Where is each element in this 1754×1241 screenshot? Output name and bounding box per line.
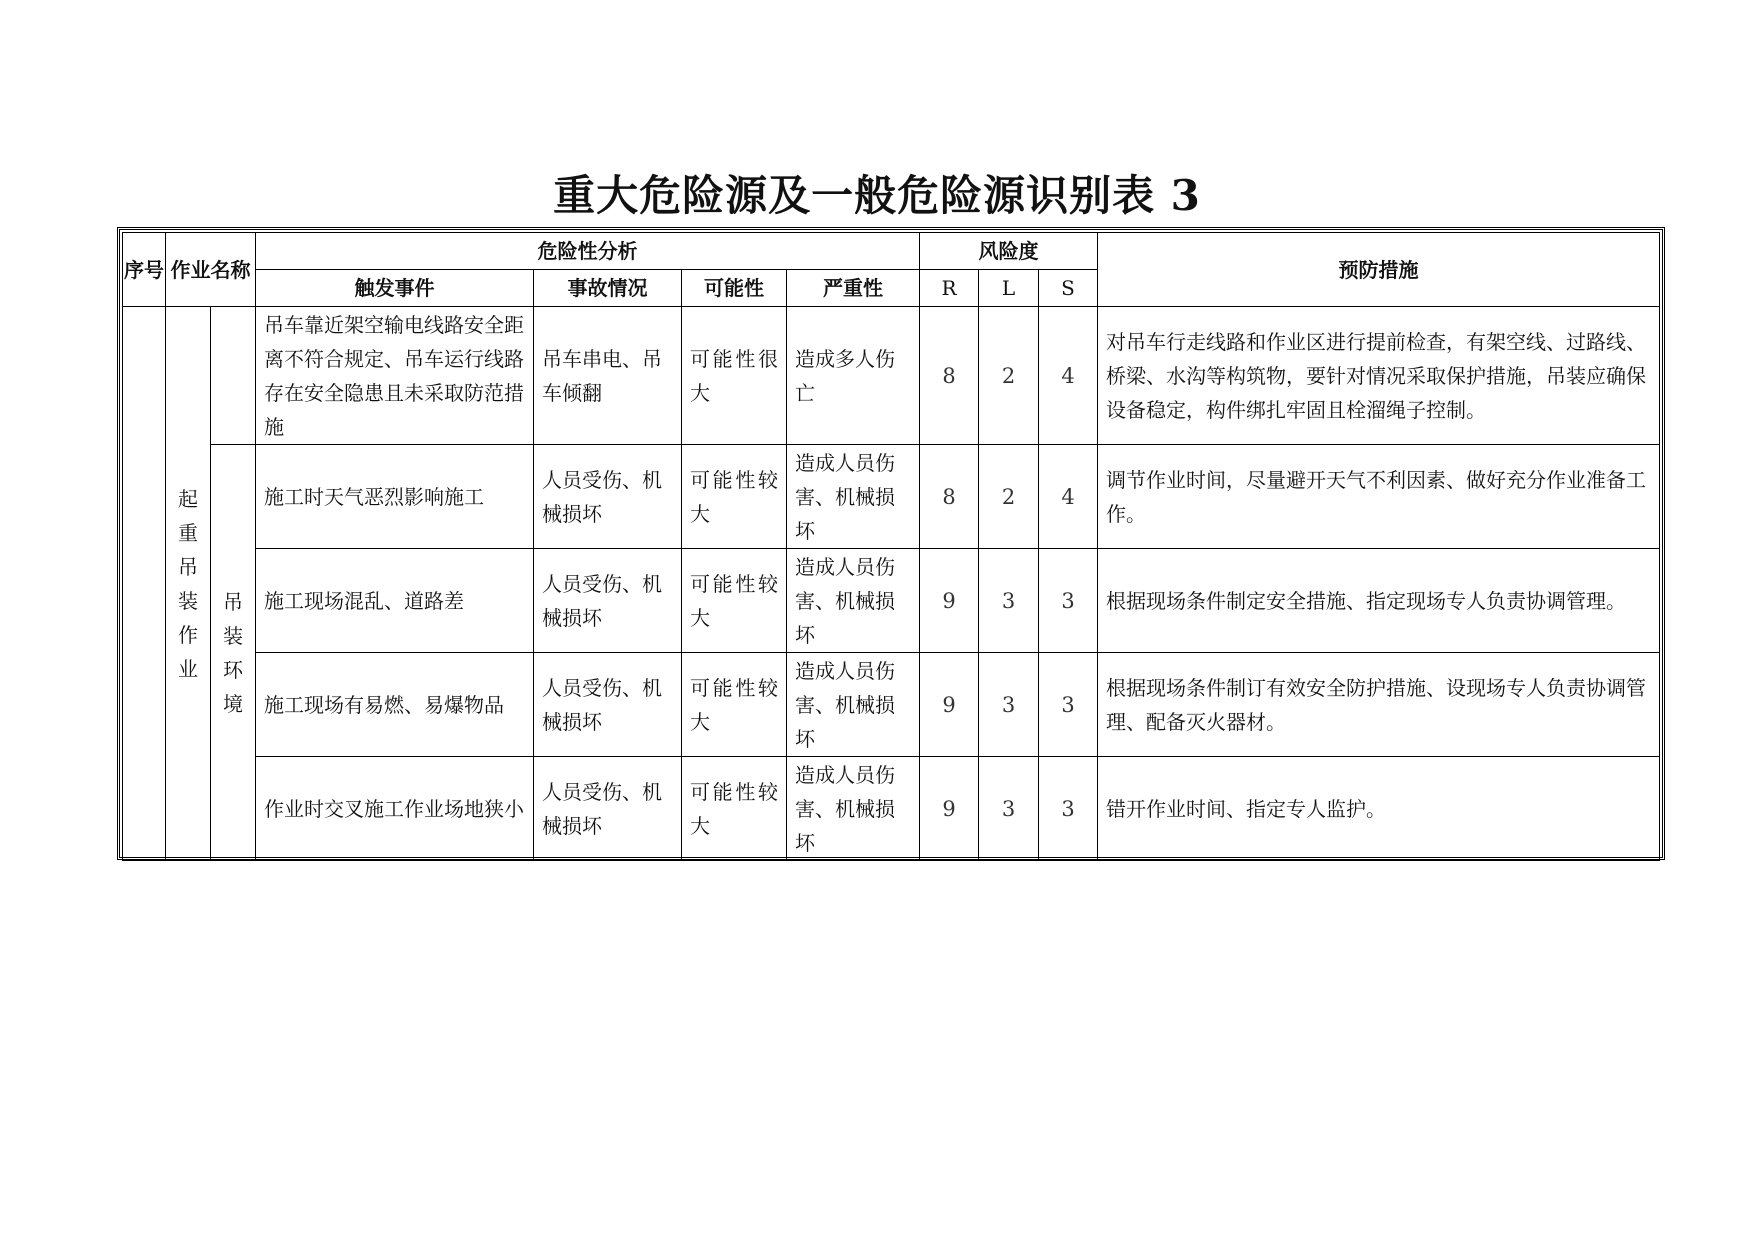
table-row	[123, 307, 1660, 445]
accident-cell: 人员受伤、机械损坏	[534, 549, 682, 653]
header-l: L	[979, 270, 1039, 307]
possibility-cell: 可能性较大	[682, 445, 787, 549]
s-cell: 3	[1039, 549, 1098, 653]
table-row	[123, 549, 1660, 653]
page-title: 重大危险源及一般危险源识别表 3	[553, 171, 1201, 220]
accident-cell: 人员受伤、机械损坏	[534, 445, 682, 549]
severity-cell: 造成人员伤害、机械损坏	[787, 757, 920, 861]
accident-cell: 人员受伤、机械损坏	[534, 653, 682, 757]
hazard-table-frame	[117, 227, 1665, 860]
trigger-cell: 施工时天气恶烈影响施工	[256, 445, 534, 549]
r-cell: 8	[920, 307, 979, 445]
trigger-cell: 作业时交叉施工作业场地狭小	[256, 757, 534, 861]
r-cell: 9	[920, 757, 979, 861]
s-cell: 3	[1039, 653, 1098, 757]
prevention-cell: 错开作业时间、指定专人监护。	[1098, 757, 1660, 861]
header-accident: 事故情况	[534, 270, 682, 307]
severity-cell: 造成人员伤害、机械损坏	[787, 445, 920, 549]
s-cell: 4	[1039, 307, 1098, 445]
r-cell: 8	[920, 445, 979, 549]
trigger-cell: 施工现场有易燃、易爆物品	[256, 653, 534, 757]
l-cell: 2	[979, 307, 1039, 445]
header-trigger: 触发事件	[256, 270, 534, 307]
hazard-table	[122, 232, 1660, 861]
header-s: S	[1039, 270, 1098, 307]
table-row	[123, 653, 1660, 757]
header-severity: 严重性	[787, 270, 920, 307]
table-row	[123, 445, 1660, 549]
prevention-cell: 调节作业时间，尽量避开天气不利因素、做好充分作业准备工作。	[1098, 445, 1660, 549]
accident-cell: 吊车串电、吊车倾翻	[534, 307, 682, 445]
trigger-cell: 施工现场混乱、道路差	[256, 549, 534, 653]
header-seq: 序号	[123, 233, 166, 307]
l-cell: 3	[979, 653, 1039, 757]
header-prevention: 预防措施	[1098, 233, 1660, 307]
accident-cell: 人员受伤、机械损坏	[534, 757, 682, 861]
prevention-cell: 对吊车行走线路和作业区进行提前检查，有架空线、过路线、桥梁、水沟等构筑物，要针对情况采取保护措施，吊装应确保设备稳定，构件绑扎牢固且栓溜绳子控制。	[1098, 307, 1660, 445]
severity-cell: 造成人员伤害、机械损坏	[787, 653, 920, 757]
s-cell: 3	[1039, 757, 1098, 861]
sub-group-empty-cell	[211, 307, 256, 445]
work-group-cell: 起 重 吊 装 作 业	[166, 307, 211, 861]
r-cell: 9	[920, 549, 979, 653]
trigger-cell: 吊车靠近架空输电线路安全距离不符合规定、吊车运行线路存在安全隐患且未采取防范措施	[256, 307, 534, 445]
header-risk: 风险度	[920, 233, 1098, 270]
l-cell: 2	[979, 445, 1039, 549]
possibility-cell: 可能性较大	[682, 549, 787, 653]
severity-cell: 造成多人伤亡	[787, 307, 920, 445]
possibility-cell: 可能性较大	[682, 757, 787, 861]
header-work-name: 作业名称	[166, 233, 256, 307]
l-cell: 3	[979, 549, 1039, 653]
s-cell: 4	[1039, 445, 1098, 549]
sub-group-cell: 吊 装 环 境	[211, 445, 256, 861]
header-r: R	[920, 270, 979, 307]
header-hazard-analysis: 危险性分析	[256, 233, 920, 270]
l-cell: 3	[979, 757, 1039, 861]
table-row	[123, 757, 1660, 861]
prevention-cell: 根据现场条件制定安全措施、指定现场专人负责协调管理。	[1098, 549, 1660, 653]
possibility-cell: 可能性较大	[682, 653, 787, 757]
header-possibility: 可能性	[682, 270, 787, 307]
r-cell: 9	[920, 653, 979, 757]
prevention-cell: 根据现场条件制订有效安全防护措施、设现场专人负责协调管理、配备灭火器材。	[1098, 653, 1660, 757]
seq-cell	[123, 307, 166, 861]
possibility-cell: 可能性很大	[682, 307, 787, 445]
severity-cell: 造成人员伤害、机械损坏	[787, 549, 920, 653]
